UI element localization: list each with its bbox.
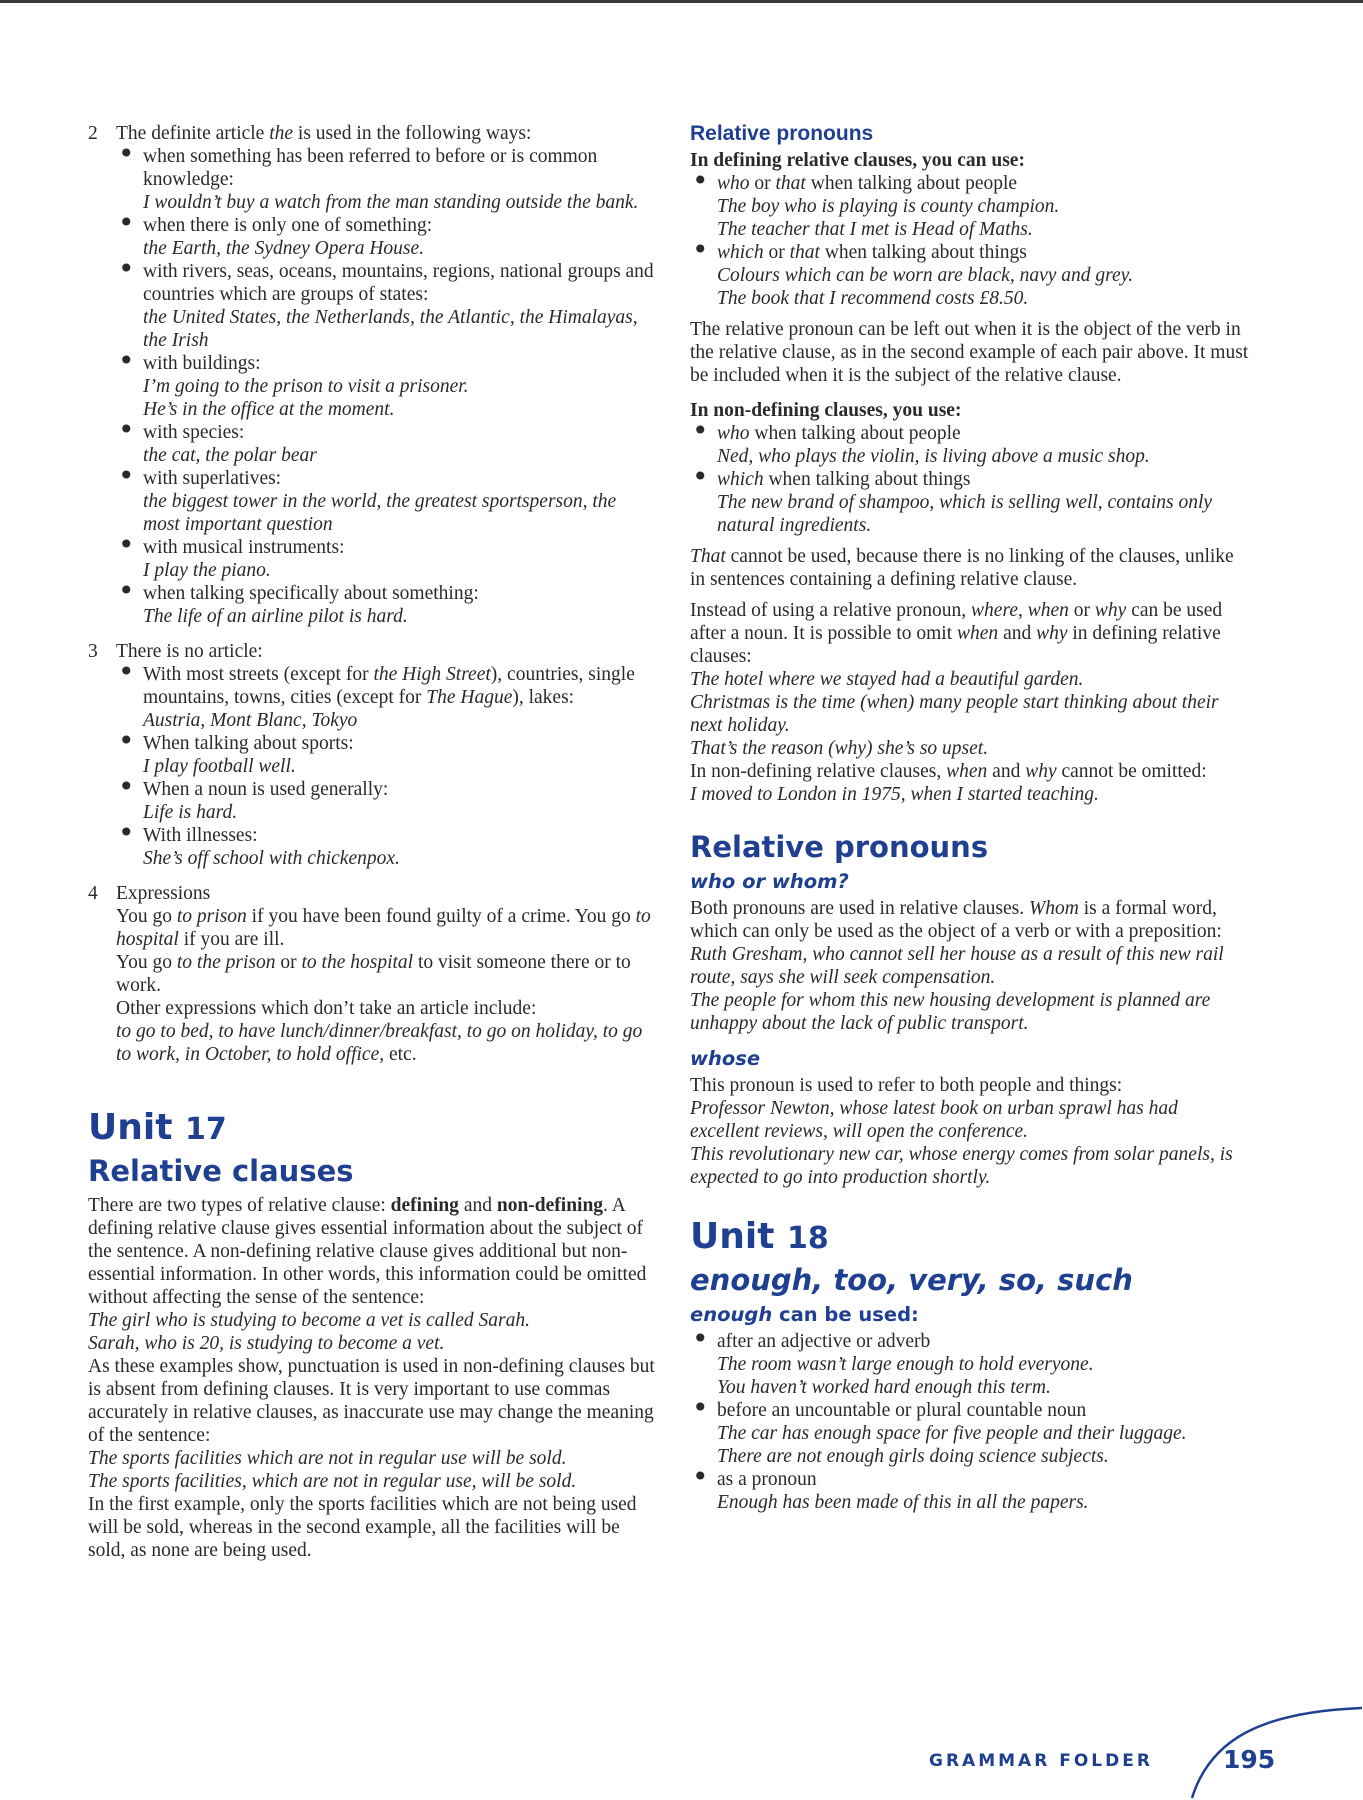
list-item: • after an adjective or adverb xyxy=(690,1330,1250,1353)
example: The car has enough space for five people and their luggage. xyxy=(717,1423,1187,1444)
right-column xyxy=(690,122,1250,1514)
list-item: • When talking about sports: xyxy=(116,732,656,755)
item-2-bullets xyxy=(116,145,656,628)
list-item: • With most streets (except for the High Street), countries, single mountains, towns, cities (except for The Hague), lakes: xyxy=(116,663,656,709)
paragraph: In the first example, only the sports facilities which are not being used will be sold, whereas in the second example, all the facilities will be sold, as none are being used. xyxy=(88,1494,637,1561)
relative-pronouns-title: Relative pronouns xyxy=(690,830,989,864)
item-number: 4 xyxy=(88,883,98,904)
example: The hotel where we stayed had a beautiful garden. xyxy=(690,669,1084,690)
list-item: • with musical instruments: xyxy=(116,536,656,559)
footer-label: GRAMMAR FOLDER xyxy=(929,1751,1153,1771)
example: The sports facilities, which are not in regular use, will be sold. xyxy=(88,1471,577,1492)
list-item: • when something has been referred to before or is common knowledge: xyxy=(116,145,656,191)
lead-line: In defining relative clauses, you can use: xyxy=(690,150,1025,171)
item-4-title: Expressions xyxy=(116,883,211,904)
example: The room wasn’t large enough to hold everyone. xyxy=(717,1354,1094,1375)
paragraph: That cannot be used, because there is no linking of the clauses, unlike in sentences containing a defining relative clause. xyxy=(690,546,1234,590)
item-2 xyxy=(88,122,656,628)
example: The book that I recommend costs £8.50. xyxy=(717,288,1029,309)
list-item: • with rivers, seas, oceans, mountains, regions, national groups and countries which are groups of states: xyxy=(116,260,656,306)
list-item: • which or that when talking about things xyxy=(690,241,1250,264)
example: Life is hard. xyxy=(143,802,238,823)
list-item: • who or that when talking about people xyxy=(690,172,1250,195)
example: I’m going to the prison to visit a prisoner. xyxy=(143,376,469,397)
example: Professor Newton, whose latest book on urban sprawl has had excellent reviews, will open the conference. xyxy=(690,1098,1178,1142)
lead-line: In non-defining clauses, you use: xyxy=(690,400,962,421)
item-3-intro: There is no article: xyxy=(116,641,263,662)
example: I wouldn’t buy a watch from the man standing outside the bank. xyxy=(143,192,639,213)
list-item: • who when talking about people xyxy=(690,422,1250,445)
example: the cat, the polar bear xyxy=(143,445,317,466)
paragraph: The relative pronoun can be left out when it is the object of the verb in the relative clause, as in the second example of each pair above. It must be included when it is the subject of the relative clause. xyxy=(690,319,1249,386)
example: the Earth, the Sydney Opera House. xyxy=(143,238,425,259)
example: Ned, who plays the violin, is living above a music shop. xyxy=(717,446,1150,467)
example: the biggest tower in the world, the greatest sportsperson, the most important question xyxy=(143,491,617,535)
list-item: • When a noun is used generally: xyxy=(116,778,656,801)
list-item: • as a pronoun xyxy=(690,1468,1250,1491)
example: This revolutionary new car, whose energy comes from solar panels, is expected to go into production shortly. xyxy=(690,1144,1233,1188)
item-4 xyxy=(88,882,656,1066)
whose-heading: whose xyxy=(690,1047,761,1070)
example: I play the piano. xyxy=(143,560,271,581)
unit-18-subtitle: enough, too, very, so, such xyxy=(690,1263,1133,1297)
paragraph: Instead of using a relative pronoun, where, when or why can be used after a noun. It is possible to omit when and why in defining relative clauses: xyxy=(690,600,1223,667)
example: The new brand of shampoo, which is selling well, contains only natural ingredients. xyxy=(717,492,1213,536)
example: The life of an airline pilot is hard. xyxy=(143,606,408,627)
item-3 xyxy=(88,640,656,870)
example: Austria, Mont Blanc, Tokyo xyxy=(143,710,358,731)
unit-17-title: Unit 17 xyxy=(88,1107,227,1148)
example: The sports facilities which are not in regular use will be sold. xyxy=(88,1448,567,1469)
item-number: 3 xyxy=(88,641,98,662)
list-item: • with superlatives: xyxy=(116,467,656,490)
item-number: 2 xyxy=(88,123,98,144)
paragraph: This pronoun is used to refer to both people and things: xyxy=(690,1075,1123,1096)
example: Christmas is the time (when) many people start thinking about their next holiday. xyxy=(690,692,1219,736)
example: Enough has been made of this in all the papers. xyxy=(717,1492,1089,1513)
list-item: • which when talking about things xyxy=(690,468,1250,491)
paragraph: You go to the prison or to the hospital to visit someone there or to work. xyxy=(116,952,631,996)
page-number: 195 xyxy=(1223,1745,1276,1774)
left-column xyxy=(88,122,656,1562)
example: Ruth Gresham, who cannot sell her house as a result of this new rail route, says she will seek compensation. xyxy=(690,944,1224,988)
enough-heading: enough can be used: xyxy=(690,1303,919,1326)
item-2-intro: The definite article the is used in the following ways: xyxy=(116,123,532,144)
list-item: • before an uncountable or plural countable noun xyxy=(690,1399,1250,1422)
example: The teacher that I met is Head of Maths. xyxy=(717,219,1033,240)
list-item: • with species: xyxy=(116,421,656,444)
list-item: • with buildings: xyxy=(116,352,656,375)
example: Sarah, who is 20, is studying to become a vet. xyxy=(88,1333,445,1354)
example: the United States, the Netherlands, the Atlantic, the Himalayas, the Irish xyxy=(143,307,638,351)
list-item: • With illnesses: xyxy=(116,824,656,847)
example: The girl who is studying to become a vet is called Sarah. xyxy=(88,1310,530,1331)
paragraph: to go to bed, to have lunch/dinner/breakfast, to go on holiday, to go to work, in October, to hold office, etc. xyxy=(116,1021,643,1065)
paragraph: Other expressions which don’t take an article include: xyxy=(116,998,537,1019)
example: I play football well. xyxy=(143,756,296,777)
example: Colours which can be worn are black, navy and grey. xyxy=(717,265,1134,286)
unit-18-title: Unit 18 xyxy=(690,1216,829,1257)
example: The boy who is playing is county champion. xyxy=(717,196,1060,217)
list-item: • when talking specifically about something: xyxy=(116,582,656,605)
top-rule xyxy=(0,0,1363,3)
example: There are not enough girls doing science subjects. xyxy=(717,1446,1109,1467)
example: He’s in the office at the moment. xyxy=(143,399,395,420)
paragraph: There are two types of relative clause: defining and non-defining. A defining relative clause gives essential information about the subject of the sentence. A non-defining relative clause gives additional but non-essential information. In other words, this information could be omitted without affecting the sense of the sentence: xyxy=(88,1195,647,1308)
example: That’s the reason (why) she’s so upset. xyxy=(690,738,989,759)
example: She’s off school with chickenpox. xyxy=(143,848,400,869)
who-or-whom-heading: who or whom? xyxy=(690,870,849,893)
example: I moved to London in 1975, when I started teaching. xyxy=(690,784,1099,805)
example: You haven’t worked hard enough this term. xyxy=(717,1377,1051,1398)
paragraph: Both pronouns are used in relative clauses. Whom is a formal word, which can only be used as the object of a verb or with a preposition: xyxy=(690,898,1222,942)
relative-pronouns-heading: Relative pronouns xyxy=(690,122,874,145)
example: The people for whom this new housing development is planned are unhappy about the lack of public transport. xyxy=(690,990,1211,1034)
list-item: • when there is only one of something: xyxy=(116,214,656,237)
paragraph: In non-defining relative clauses, when and why cannot be omitted: xyxy=(690,761,1207,782)
unit-17-subtitle: Relative clauses xyxy=(88,1154,354,1188)
paragraph: As these examples show, punctuation is used in non-defining clauses but is absent from defining clauses. It is very important to use commas accurately in relative clauses, as inaccurate use may change the meaning of the sentence: xyxy=(88,1356,655,1446)
paragraph: You go to prison if you have been found guilty of a crime. You go to hospital if you are ill. xyxy=(116,906,651,950)
